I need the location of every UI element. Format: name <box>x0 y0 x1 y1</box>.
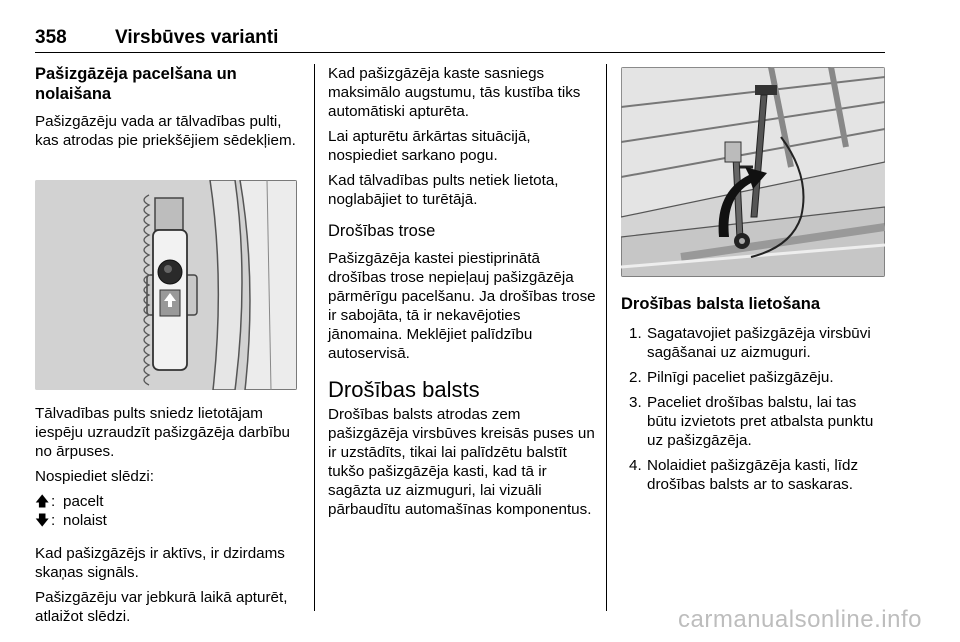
safety-prop-paragraph: Drošības balsts atrodas zem pašizgāzēja virsbūves kreisās puses un ir uzstādīts, tikai lai palīdzētu balstīt tukšo pašizgāzēja kasti, kad tā ir sagāzta uz aizmuguri, lai vizuāli pārbaudītu automašīnas komponentus. <box>328 406 595 518</box>
step-number: 4. <box>629 457 642 474</box>
step-text: Nolaidiet pašizgāzēja kasti, līdz drošības balsts ar to saskaras. <box>647 457 859 493</box>
active-sound-paragraph: Kad pašizgāzējs ir aktīvs, ir dzirdams skaņas signāls. <box>35 545 285 581</box>
key-lower-label: nolaist <box>63 512 107 529</box>
press-switch-label: Nospiediet slēdzi: <box>35 468 155 485</box>
step-number: 3. <box>629 394 642 411</box>
list-item <box>621 393 887 450</box>
safety-prop-figure <box>621 67 885 277</box>
column-2 <box>328 64 596 525</box>
monitor-paragraph: Tālvadības pults sniedz lietotājam iespēju uzraudzīt pašizgāzēja darbību no ārpuses. <box>35 405 290 460</box>
remote-control-figure <box>35 180 297 390</box>
step-number: 2. <box>629 369 642 386</box>
page-number: 358 <box>35 27 67 48</box>
heading-raise-lower: Pašizgāzēja pacelšana un nolaišana <box>35 65 237 103</box>
emergency-paragraph: Lai apturētu ārkārtas situācijā, nospiediet sarkano pogu. <box>328 128 531 164</box>
step-text: Pilnīgi paceliet pašizgāzēju. <box>647 369 834 386</box>
store-remote-paragraph: Kad tālvadības pults netiek lietota, noglabājiet to turētājā. <box>328 172 559 208</box>
heading-safety-cables: Drošības trose <box>328 222 436 240</box>
key-raise <box>35 492 303 511</box>
list-item <box>621 368 887 387</box>
heading-using-prop: Drošības balsta lietošana <box>621 295 820 313</box>
list-item <box>621 456 887 494</box>
watermark: carmanualsonline.info <box>678 606 922 633</box>
key-lower <box>35 511 303 530</box>
remote-control-illustration <box>35 180 297 390</box>
steps-list <box>621 324 887 494</box>
safety-cables-paragraph: Pašizgāzēja kastei piestiprinātā drošības trose nepieļauj pašizgāzēja pārmērīgu pacelšanu. Ja drošības trose ir sabojāta, tā ir nekavējoties jānomaina. Meklējiet palīdzību autoservisā. <box>328 250 596 362</box>
column-divider-1 <box>314 64 315 611</box>
arrow-up-icon: 🡅 <box>35 493 50 509</box>
key-raise-label: pacelt <box>63 493 104 510</box>
key-separator: : <box>51 493 56 510</box>
column-1 <box>35 64 303 156</box>
page-header <box>35 24 885 54</box>
column-1-lower <box>35 404 303 632</box>
intro-paragraph: Pašizgāzēju vada ar tālvadības pulti, kas atrodas pie priekšējiem sēdekļiem. <box>35 113 296 149</box>
key-separator: : <box>51 512 56 529</box>
column-3 <box>621 294 887 500</box>
step-number: 1. <box>629 325 642 342</box>
section-title: Virsbūves varianti <box>115 27 279 48</box>
safety-prop-illustration <box>621 67 885 277</box>
heading-safety-prop: Drošības balsts <box>328 377 480 402</box>
auto-stop-paragraph: Kad pašizgāzēja kaste sasniegs maksimālo augstumu, tās kustība tiks automātiski apturēta. <box>328 65 581 120</box>
arrow-down-icon: 🡇 <box>35 512 50 528</box>
step-text: Sagatavojiet pašizgāzēja virsbūvi sagāšanai uz aizmuguri. <box>647 325 871 361</box>
column-divider-2 <box>606 64 607 611</box>
list-item <box>621 324 887 362</box>
step-text: Paceliet drošības balstu, lai tas būtu izvietots pret atbalsta punktu uz pašizgāzēja. <box>647 394 874 449</box>
stop-anytime-paragraph: Pašizgāzēju var jebkurā laikā apturēt, atlaižot slēdzi. <box>35 589 288 625</box>
header-rule <box>35 52 885 53</box>
